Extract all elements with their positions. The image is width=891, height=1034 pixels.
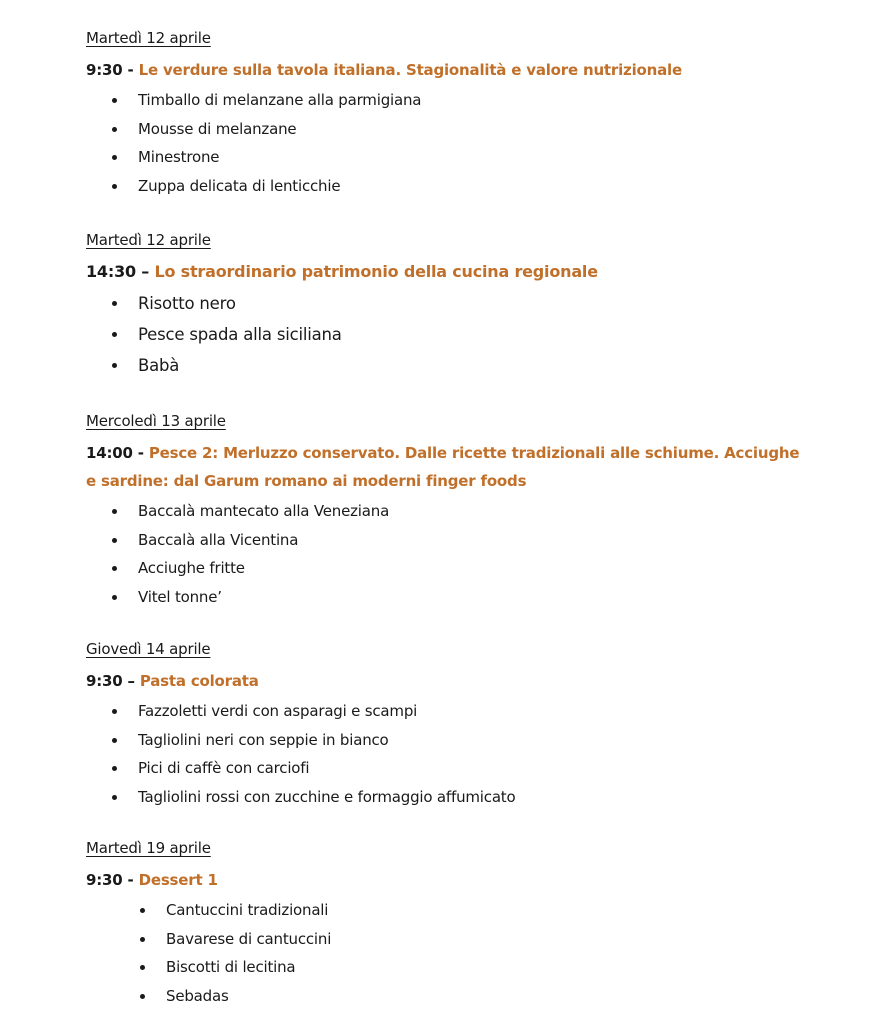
dish-name: Acciughe fritte [138,559,245,577]
session-block [86,838,806,1010]
session-block [86,411,806,611]
session-time: 9:30 - [86,61,139,79]
dish-item [112,350,806,381]
bullet-icon [112,538,117,543]
dish-item [112,526,806,555]
dish-item [140,896,806,925]
dish-item [112,143,806,172]
bullet-icon [112,566,117,571]
session-date: Martedì 19 aprile [86,839,211,857]
bullet-icon [140,965,145,970]
dish-item [112,115,806,144]
dish-name: Babà [138,356,180,375]
session-title: Dessert 1 [138,871,218,889]
dish-name: Fazzoletti verdi con asparagi e scampi [138,702,418,720]
bullet-icon [112,595,117,600]
dish-list [86,288,806,381]
dish-item [112,697,806,726]
session-block [86,230,806,381]
dish-name: Tagliolini rossi con zucchine e formaggio affumicato [138,787,516,806]
dish-name: Sebadas [166,986,229,1005]
bullet-icon [112,127,117,132]
bullet-icon [112,98,117,103]
dish-item [112,172,806,201]
dish-name: Baccalà alla Vicentina [138,530,299,549]
dish-name: Cantuccini tradizionali [166,901,329,919]
session-date: Martedì 12 aprile [86,231,211,249]
session-heading [86,258,806,286]
bullet-icon [112,766,117,771]
session-heading [86,439,806,495]
dish-name: Tagliolini neri con seppie in bianco [138,730,389,749]
dish-item [112,583,806,612]
session-time: 14:30 – [86,262,155,281]
dish-item [112,319,806,350]
dish-item [112,497,806,526]
bullet-icon [112,155,117,160]
session-date: Giovedì 14 aprile [86,640,211,658]
session-time: 9:30 - [86,871,139,889]
dish-item [112,554,806,583]
dish-name: Bavarese di cantuccini [166,929,332,948]
dish-name: Timballo di melanzane alla parmigiana [138,91,422,109]
dish-item [112,86,806,115]
bullet-icon [140,937,145,942]
bullet-icon [112,301,117,306]
schedule-document [86,28,806,1034]
dish-name: Pici di caffè con carciofi [138,759,310,777]
dish-list [86,697,806,811]
dish-name: Biscotti di lecitina [166,958,296,976]
dish-list [86,86,806,200]
dish-name: Minestrone [138,148,220,166]
bullet-icon [112,184,117,189]
dish-item [112,288,806,319]
dish-item [112,754,806,783]
bullet-icon [112,363,117,368]
session-block [86,639,806,811]
session-time: 14:00 - [86,444,149,462]
dish-list [86,896,806,1010]
dish-item [140,953,806,982]
dish-name: Mousse di melanzane [138,119,297,138]
session-heading [86,56,806,84]
bullet-icon [140,994,145,999]
session-date: Mercoledì 13 aprile [86,412,226,430]
dish-item [112,783,806,812]
dish-name: Zuppa delicata di lenticchie [138,176,341,195]
session-block [86,28,806,200]
session-time: 9:30 – [86,672,140,690]
session-heading [86,866,806,894]
session-title: Pasta colorata [139,672,259,690]
dish-item [112,726,806,755]
dish-name: Baccalà mantecato alla Veneziana [138,502,390,520]
dish-list [86,497,806,611]
session-title: Le verdure sulla tavola italiana. Stagionalità e valore nutrizionale [138,61,682,79]
bullet-icon [112,709,117,714]
bullet-icon [112,738,117,743]
bullet-icon [112,332,117,337]
bullet-icon [112,509,117,514]
session-title: Lo straordinario patrimonio della cucina regionale [154,262,598,281]
dish-item [140,982,806,1011]
session-title: Pesce 2: Merluzzo conservato. Dalle ricette tradizionali alle schiume. Acciughe e sardine: dal Garum romano ai moderni finger foods [86,444,800,490]
dish-name: Vitel tonne’ [138,587,222,606]
bullet-icon [112,795,117,800]
dish-name: Pesce spada alla siciliana [138,325,342,344]
dish-name: Risotto nero [138,294,236,313]
session-heading [86,667,806,695]
dish-item [140,925,806,954]
bullet-icon [140,908,145,913]
session-date: Martedì 12 aprile [86,29,211,47]
